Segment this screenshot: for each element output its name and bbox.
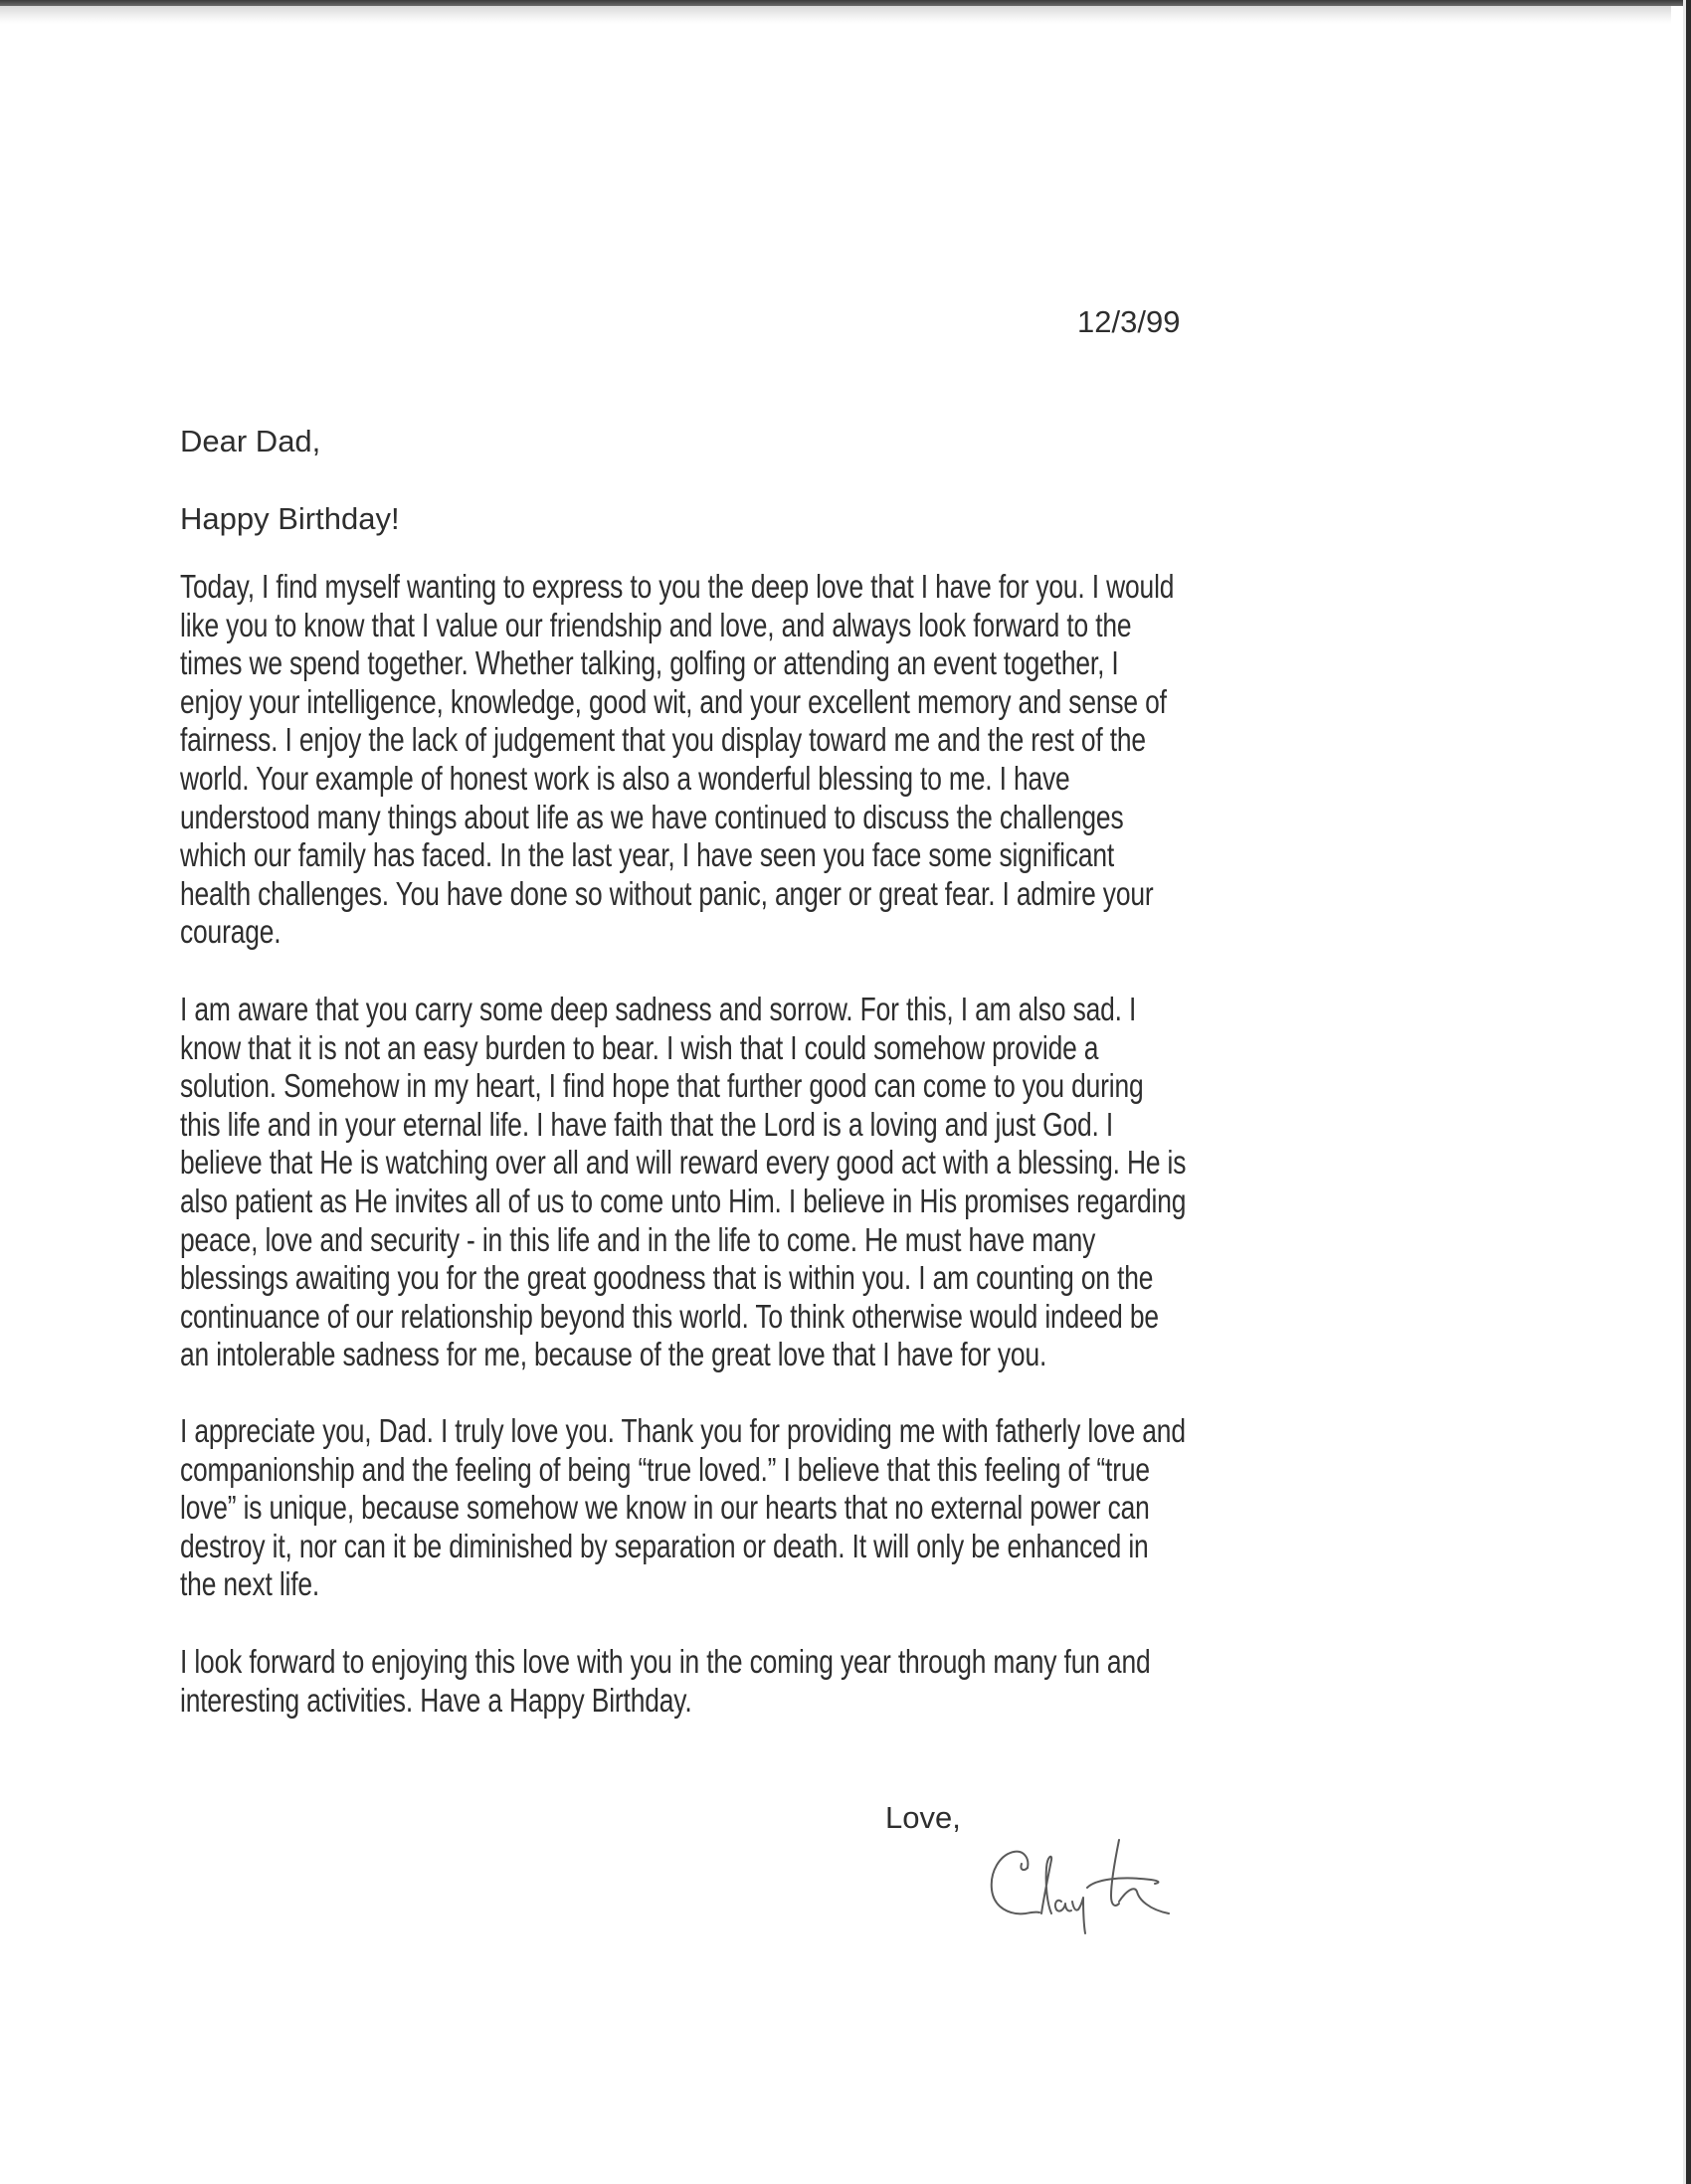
paragraph-line: destroy it, nor can it be diminished by separation or death. It will only be enhanced in bbox=[180, 1527, 1149, 1564]
paragraph-line: I look forward to enjoying this love with you in the coming year through many fun and bbox=[180, 1643, 1151, 1680]
paragraph-line: continuance of our relationship beyond this world. To think otherwise would indeed be bbox=[180, 1297, 1159, 1335]
paragraph-line: I appreciate you, Dad. I truly love you. Thank you for providing me with fatherly love and bbox=[180, 1412, 1186, 1449]
greeting: Happy Birthday! bbox=[180, 501, 400, 536]
handwritten-signature bbox=[980, 1810, 1189, 1939]
paragraph-4 bbox=[180, 1643, 1294, 1720]
paragraph-line: companionship and the feeling of being “true loved.” I believe that this feeling of “true bbox=[180, 1450, 1150, 1488]
letter-date: 12/3/99 bbox=[1077, 304, 1181, 339]
paragraph-line: solution. Somehow in my heart, I find hope that further good can come to you during bbox=[180, 1067, 1144, 1105]
paragraph-line: health challenges. You have done so without panic, anger or great fear. I admire your bbox=[180, 874, 1154, 912]
paragraph-line: I am aware that you carry some deep sadness and sorrow. For this, I am also sad. I bbox=[180, 991, 1137, 1027]
salutation: Dear Dad, bbox=[180, 424, 321, 458]
closing: Love, bbox=[885, 1800, 961, 1835]
paragraph-1 bbox=[180, 568, 1294, 952]
paragraph-line: which our family has faced. In the last year, I have seen you face some significant bbox=[180, 836, 1115, 874]
paragraph-line: an intolerable sadness for me, because of the great love that I have for you. bbox=[180, 1336, 1047, 1373]
paragraph-line: this life and in your eternal life. I have faith that the Lord is a loving and just God. I bbox=[180, 1105, 1114, 1143]
paragraph-line: love” is unique, because somehow we know in our hearts that no external power can bbox=[180, 1489, 1150, 1527]
paragraph-line: understood many things about life as we have continued to discuss the challenges bbox=[180, 798, 1124, 835]
paragraph-3 bbox=[180, 1412, 1294, 1604]
paragraph-line: blessings awaiting you for the great goodness that is within you. I am counting on the bbox=[180, 1259, 1154, 1297]
paragraph-line: like you to know that I value our friendship and love, and always look forward to the bbox=[180, 606, 1132, 643]
paragraph-line: world. Your example of honest work is also a wonderful blessing to me. I have bbox=[180, 759, 1070, 797]
signature-stroke bbox=[1072, 1898, 1085, 1933]
signature-stroke bbox=[1021, 1864, 1028, 1870]
paragraph-line: the next life. bbox=[180, 1565, 320, 1603]
paragraph-line: peace, love and security - in this life and in the life to come. He must have many bbox=[180, 1220, 1096, 1258]
signature-stroke bbox=[992, 1852, 1039, 1914]
signature-stroke bbox=[1087, 1878, 1158, 1888]
signature-stroke bbox=[1111, 1840, 1119, 1906]
paragraph-line: believe that He is watching over all and will reward every good act with a blessing. He is bbox=[180, 1144, 1187, 1182]
signature-stroke bbox=[1041, 1857, 1051, 1913]
paragraph-line: interesting activities. Have a Happy Birthday. bbox=[180, 1681, 692, 1719]
paragraph-line: enjoy your intelligence, knowledge, good wit, and your excellent memory and sense of bbox=[180, 682, 1167, 720]
paragraph-line: courage. bbox=[180, 913, 282, 951]
signature-stroke bbox=[1119, 1889, 1169, 1913]
paragraph-line: know that it is not an easy burden to bear. I wish that I could somehow provide a bbox=[180, 1028, 1099, 1066]
paragraph-line: also patient as He invites all of us to come unto Him. I believe in His promises regarding bbox=[180, 1182, 1187, 1219]
scan-right-edge bbox=[1686, 0, 1691, 2184]
paragraph-line: fairness. I enjoy the lack of judgement that you display toward me and the rest of the bbox=[180, 721, 1146, 759]
signature-stroke bbox=[1055, 1901, 1071, 1911]
paragraph-line: Today, I find myself wanting to express to you the deep love that I have for you. I would bbox=[180, 568, 1175, 605]
paragraph-2 bbox=[180, 991, 1294, 1374]
scan-top-shadow bbox=[0, 6, 1671, 24]
paragraph-line: times we spend together. Whether talking, golfing or attending an event together, I bbox=[180, 644, 1119, 682]
